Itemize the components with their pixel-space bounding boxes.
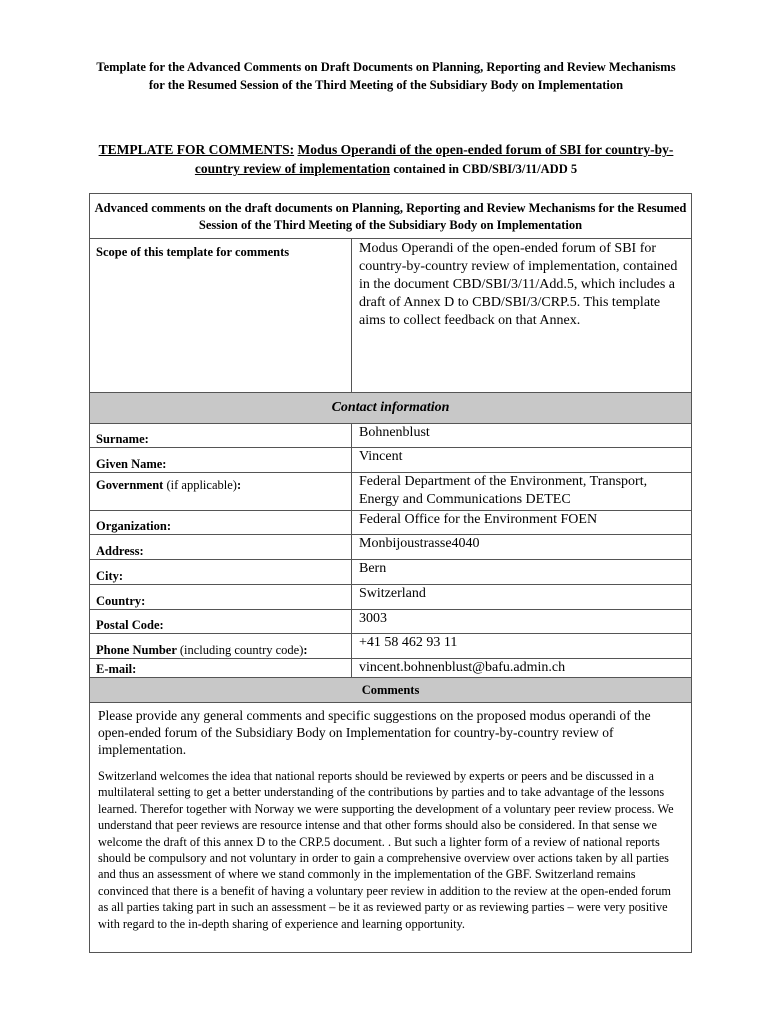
template-subject: Modus Operandi of the open-ended forum of SBI for country-by-country review of implementation [194,142,674,176]
country-label: Country: [90,585,352,610]
contact-information-header: Contact information [90,393,692,424]
city-field[interactable]: Bern [352,560,692,585]
postal-code-label: Postal Code: [90,610,352,634]
organization-label: Organization: [90,511,352,535]
phone-field[interactable]: +41 58 462 93 11 [352,634,692,659]
government-field[interactable]: Federal Department of the Environment, Transport, Energy and Communications DETEC [352,473,692,511]
template-heading [90,140,682,179]
phone-label-colon: : [303,643,308,657]
form-header: Advanced comments on the draft documents on Planning, Reporting and Review Mechanisms for the Resumed Session of the Third Meeting of the Subsidiary Body on Implementation [90,194,692,239]
surname-field[interactable]: Bohnenblust [352,424,692,448]
document-title: Template for the Advanced Comments on Draft Documents on Planning, Reporting and Review Mechanisms for the Resumed Session of the Third Meeting of the Subsidiary Body on Implementation [96,60,676,92]
address-field[interactable]: Monbijoustrasse4040 [352,535,692,560]
phone-label-note: (including country code) [179,643,304,657]
template-label: TEMPLATE FOR COMMENTS: [98,142,295,157]
given-name-field[interactable]: Vincent [352,448,692,473]
scope-value: Modus Operandi of the open-ended forum of SBI for country-by-country review of implementation, contained in the document CBD/SBI/3/11/Add.5, which includes a draft of Annex D to CBD/SBI/3/CRP.5. This template aims to collect feedback on that Annex. [352,239,692,393]
phone-label-text: Phone Number [96,643,177,657]
country-field[interactable]: Switzerland [352,585,692,610]
government-label-text: Government [96,478,164,492]
comments-header: Comments [90,678,692,703]
email-label: E-mail: [90,659,352,678]
given-name-label: Given Name: [90,448,352,473]
government-label-colon: : [236,478,242,492]
address-label: Address: [90,535,352,560]
template-reference: contained in CBD/SBI/3/11/ADD 5 [393,162,578,176]
email-field[interactable]: vincent.bohnenblust@bafu.admin.ch [352,659,692,678]
comments-cell[interactable] [90,703,692,953]
government-label [90,473,352,511]
comments-form-table [89,193,692,953]
comments-prompt: Please provide any general comments and specific suggestions on the proposed modus operandi of the open-ended forum of the Subsidiary Body on Implementation for country-by-country review of implementation. [98,708,651,757]
comments-body[interactable]: Switzerland welcomes the idea that national reports should be reviewed by experts or peers and be discussed in a multilateral setting to get a better understanding of the contributions by parties and to take advantage of the lessons learned. Therefor together with Norway we were supporting the development of a voluntary peer review process. We understand that peer reviews are resource intense and that other forms should also be considered. In that sense we welcome the draft of this annex D to the CRP.5 document. . But such a lighter form of a review of national reports should be compulsory and not voluntary in order to gain a comprehensive overview over actions taken by all parties and thus an assessment of where we stand commonly in the implementation of the GBF. Switzerland remains convinced that there is a benefit of having a voluntary peer review in addition to the review at the open-ended forum as all parties taking part in such an assessment – be it as reviewed party or as reviewing parties – were very positive with regard to the in-depth sharing of experience and learning opportunity. [98,769,674,931]
postal-code-field[interactable]: 3003 [352,610,692,634]
organization-field[interactable]: Federal Office for the Environment FOEN [352,511,692,535]
surname-label: Surname: [90,424,352,448]
phone-label [90,634,352,659]
scope-label: Scope of this template for comments [90,239,352,393]
government-label-note: (if applicable) [166,478,237,492]
city-label: City: [90,560,352,585]
